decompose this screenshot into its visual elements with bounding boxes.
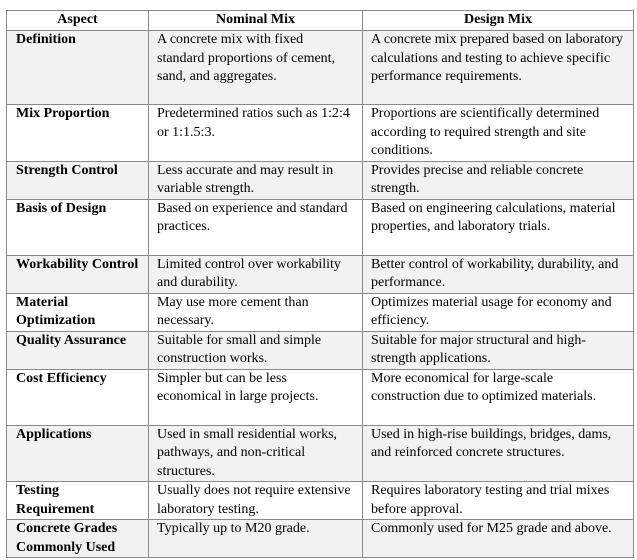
design-mix-cell: Based on engineering calculations, material properties, and laboratory trials. xyxy=(363,199,634,255)
aspect-cell: Definition xyxy=(7,31,149,105)
aspect-cell: Testing Requirement xyxy=(7,482,149,520)
nominal-mix-cell: Suitable for small and simple construction works. xyxy=(149,331,363,369)
table-row xyxy=(7,425,634,482)
design-mix-cell: Provides precise and reliable concrete strength. xyxy=(363,161,634,199)
nominal-mix-cell: Based on experience and standard practices. xyxy=(149,199,363,255)
nominal-mix-cell: Typically up to M20 grade. xyxy=(149,520,363,558)
design-mix-cell: Requires laboratory testing and trial mixes before approval. xyxy=(363,482,634,520)
column-header-design-mix: Design Mix xyxy=(363,11,634,31)
table-row xyxy=(7,293,634,331)
comparison-table xyxy=(6,10,634,558)
nominal-mix-cell: Simpler but can be less economical in large projects. xyxy=(149,369,363,425)
table-row xyxy=(7,331,634,369)
design-mix-cell: More economical for large-scale construction due to optimized materials. xyxy=(363,369,634,425)
design-mix-cell: Better control of workability, durability, and performance. xyxy=(363,255,634,293)
aspect-cell: Strength Control xyxy=(7,161,149,199)
aspect-cell: Material Optimization xyxy=(7,293,149,331)
aspect-cell: Mix Proportion xyxy=(7,105,149,162)
nominal-mix-cell: May use more cement than necessary. xyxy=(149,293,363,331)
header-row xyxy=(7,11,634,31)
aspect-cell: Cost Efficiency xyxy=(7,369,149,425)
design-mix-cell: Suitable for major structural and high-strength applications. xyxy=(363,331,634,369)
design-mix-cell: A concrete mix prepared based on laboratory calculations and testing to achieve specific performance requirements. xyxy=(363,31,634,105)
nominal-mix-cell: Limited control over workability and durability. xyxy=(149,255,363,293)
nominal-mix-cell: Usually does not require extensive laboratory testing. xyxy=(149,482,363,520)
table-row xyxy=(7,31,634,105)
aspect-cell: Applications xyxy=(7,425,149,482)
nominal-mix-cell: Used in small residential works, pathways, and non-critical structures. xyxy=(149,425,363,482)
nominal-mix-cell: Predetermined ratios such as 1:2:4 or 1:1.5:3. xyxy=(149,105,363,162)
aspect-cell: Quality Assurance xyxy=(7,331,149,369)
design-mix-cell: Used in high-rise buildings, bridges, dams, and reinforced concrete structures. xyxy=(363,425,634,482)
table-row xyxy=(7,520,634,558)
design-mix-cell: Optimizes material usage for economy and efficiency. xyxy=(363,293,634,331)
table-row xyxy=(7,482,634,520)
column-header-nominal-mix: Nominal Mix xyxy=(149,11,363,31)
table-row xyxy=(7,369,634,425)
aspect-cell: Concrete Grades Commonly Used xyxy=(7,520,149,558)
aspect-cell: Workability Control xyxy=(7,255,149,293)
comparison-table-container xyxy=(6,10,633,558)
table-row xyxy=(7,255,634,293)
nominal-mix-cell: Less accurate and may result in variable strength. xyxy=(149,161,363,199)
table-row xyxy=(7,105,634,162)
table-row xyxy=(7,161,634,199)
nominal-mix-cell: A concrete mix with fixed standard proportions of cement, sand, and aggregates. xyxy=(149,31,363,105)
aspect-cell: Basis of Design xyxy=(7,199,149,255)
table-row xyxy=(7,199,634,255)
design-mix-cell: Proportions are scientifically determined according to required strength and site conditions. xyxy=(363,105,634,162)
column-header-aspect: Aspect xyxy=(7,11,149,31)
design-mix-cell: Commonly used for M25 grade and above. xyxy=(363,520,634,558)
